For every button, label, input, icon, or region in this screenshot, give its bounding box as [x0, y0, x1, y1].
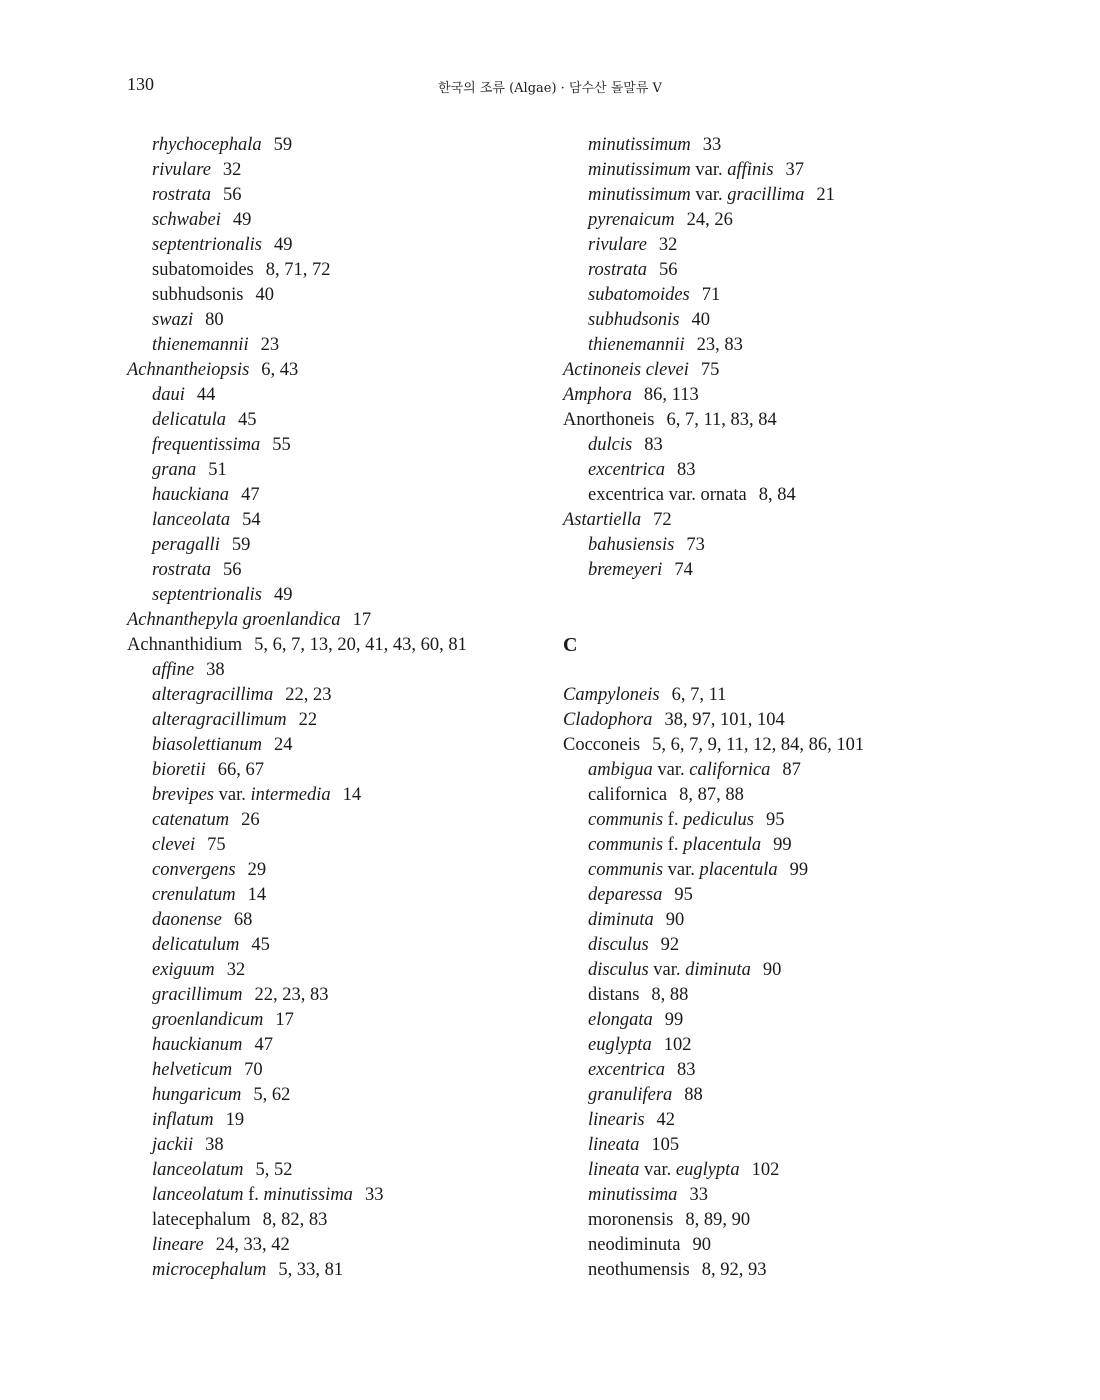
index-page-refs: 14 — [247, 885, 267, 905]
index-page-refs: 33 — [364, 1185, 384, 1205]
index-page-refs: 40 — [691, 310, 710, 330]
index-term: bahusiensis — [588, 535, 675, 555]
index-subentry — [563, 183, 983, 208]
index-term: excentrica — [588, 1060, 666, 1080]
index-page-refs: 95 — [674, 885, 693, 905]
index-term: disculus — [588, 935, 649, 955]
index-term: minutissima — [263, 1185, 353, 1205]
index-page-refs: 24, 26 — [686, 210, 733, 230]
index-page-refs: 92 — [660, 935, 680, 955]
index-subentry — [563, 883, 983, 908]
index-entry — [563, 358, 983, 383]
index-term: intermedia — [250, 785, 331, 805]
index-term: inflatum — [152, 1110, 214, 1130]
index-page-refs: 38 — [206, 660, 225, 680]
index-term: alteragracillima — [152, 685, 274, 705]
index-term: var. — [639, 1160, 676, 1180]
index-term: microcephalum — [152, 1260, 267, 1280]
index-term: f. — [663, 810, 684, 830]
index-term: euglypta — [675, 1160, 740, 1180]
index-subentry — [563, 1108, 983, 1133]
index-subentry — [563, 458, 983, 483]
index-subentry — [127, 683, 557, 708]
index-subentry — [563, 308, 983, 333]
index-term: f. — [243, 1185, 264, 1205]
index-term: rostrata — [152, 185, 211, 205]
index-subentry — [127, 833, 557, 858]
index-subentry — [127, 483, 557, 508]
index-page-refs: 83 — [677, 1060, 696, 1080]
index-term: rostrata — [152, 560, 211, 580]
index-term: alteragracillimum — [152, 710, 287, 730]
index-page-refs: 47 — [254, 1035, 273, 1055]
index-term: Cladophora — [563, 710, 653, 730]
index-term: Amphora — [563, 385, 632, 405]
index-term: excentrica var. ornata — [588, 485, 747, 505]
index-page-refs: 45 — [237, 410, 257, 430]
index-subentry — [563, 1258, 983, 1283]
index-page-refs: 17 — [352, 610, 372, 630]
index-entry — [563, 408, 983, 433]
index-subentry — [127, 658, 557, 683]
index-subentry — [127, 258, 557, 283]
index-term: septentrionalis — [152, 585, 262, 605]
index-page-refs: 5, 52 — [255, 1160, 293, 1180]
index-entry — [127, 358, 557, 383]
index-term: peragalli — [152, 535, 220, 555]
index-subentry — [563, 833, 983, 858]
index-subentry — [563, 258, 983, 283]
index-term: biasolettianum — [152, 735, 262, 755]
index-subentry — [127, 583, 557, 608]
index-subentry — [563, 983, 983, 1008]
index-entry — [563, 683, 983, 708]
index-subentry — [563, 933, 983, 958]
index-term: ambigua — [588, 760, 653, 780]
index-term: pyrenaicum — [588, 210, 675, 230]
index-page-refs: 75 — [700, 360, 720, 380]
index-page-refs: 32 — [658, 235, 678, 255]
index-subentry — [127, 1058, 557, 1083]
index-page-refs: 99 — [664, 1010, 684, 1030]
index-subentry — [563, 233, 983, 258]
index-page-refs: 6, 43 — [261, 360, 299, 380]
index-term: disculus — [588, 960, 649, 980]
index-term: affine — [152, 660, 195, 680]
index-term: clevei — [152, 835, 196, 855]
index-page-refs: 24 — [273, 735, 293, 755]
index-subentry — [563, 558, 983, 583]
index-subentry — [563, 1158, 983, 1183]
index-page-refs: 49 — [273, 585, 293, 605]
index-page-refs: 37 — [785, 160, 805, 180]
index-column-left — [127, 133, 557, 1283]
index-subentry — [563, 908, 983, 933]
index-page-refs: 22 — [298, 710, 318, 730]
index-page-refs: 49 — [273, 235, 293, 255]
index-subentry — [127, 158, 557, 183]
index-term: Achnantheiopsis — [127, 360, 250, 380]
index-page-refs: 75 — [207, 835, 226, 855]
index-term: var. — [690, 160, 728, 180]
index-page-refs: 40 — [255, 285, 274, 305]
index-subentry — [127, 883, 557, 908]
index-page-refs: 5, 6, 7, 13, 20, 41, 43, 60, 81 — [254, 635, 467, 655]
index-term: minutissimum — [588, 135, 691, 155]
index-page-refs: 17 — [275, 1010, 294, 1030]
index-term: convergens — [152, 860, 236, 880]
index-entry — [127, 633, 557, 658]
index-page-refs: 32 — [222, 160, 242, 180]
index-term: swazi — [152, 310, 194, 330]
index-entry — [563, 733, 983, 758]
index-page-refs: 8, 89, 90 — [685, 1210, 751, 1230]
index-page-refs: 8, 88 — [651, 985, 689, 1005]
index-term: delicatulum — [152, 935, 240, 955]
index-subentry — [127, 1158, 557, 1183]
index-term: deparessa — [588, 885, 663, 905]
index-subentry — [127, 858, 557, 883]
index-subentry — [127, 758, 557, 783]
index-page-refs: 29 — [247, 860, 267, 880]
index-subentry — [563, 1208, 983, 1233]
index-subentry — [563, 483, 983, 508]
index-subentry — [127, 533, 557, 558]
index-page-refs: 38 — [205, 1135, 224, 1155]
index-term: exiguum — [152, 960, 215, 980]
index-term: dulcis — [588, 435, 633, 455]
index-subentry — [127, 133, 557, 158]
index-spacer — [563, 608, 983, 633]
index-term: helveticum — [152, 1060, 233, 1080]
index-term: elongata — [588, 1010, 653, 1030]
index-subentry — [127, 1008, 557, 1033]
index-page-refs: 90 — [692, 1235, 711, 1255]
index-term: catenatum — [152, 810, 230, 830]
index-term: placentula — [699, 860, 778, 880]
index-subentry — [563, 133, 983, 158]
index-term: thienemannii — [588, 335, 685, 355]
index-term: linearis — [588, 1110, 645, 1130]
index-subentry — [127, 958, 557, 983]
index-page-refs: 22, 23, 83 — [254, 985, 329, 1005]
index-page-refs: 56 — [222, 185, 242, 205]
index-subentry — [127, 1108, 557, 1133]
index-term: gracillima — [727, 185, 805, 205]
index-page-refs: 22, 23 — [285, 685, 332, 705]
index-subentry — [563, 158, 983, 183]
index-page-refs: 55 — [272, 435, 291, 455]
index-page-refs: 87 — [782, 760, 801, 780]
index-section-letter: C — [563, 634, 578, 656]
index-page-refs: 88 — [684, 1085, 703, 1105]
index-subentry — [127, 283, 557, 308]
index-subentry — [127, 983, 557, 1008]
index-subentry — [563, 783, 983, 808]
index-page-refs: 49 — [232, 210, 252, 230]
index-term: lanceolatum — [152, 1185, 244, 1205]
index-term: bremeyeri — [588, 560, 663, 580]
index-subentry — [127, 458, 557, 483]
index-subentry — [127, 783, 557, 808]
index-term: groenlandicum — [152, 1010, 264, 1030]
index-column-right — [563, 133, 983, 1283]
index-subentry — [563, 1033, 983, 1058]
index-term: californica — [588, 785, 668, 805]
index-page-refs: 33 — [689, 1185, 708, 1205]
index-term: hungaricum — [152, 1085, 242, 1105]
index-page-refs: 21 — [816, 185, 835, 205]
index-term: frequentissima — [152, 435, 261, 455]
index-term: subatomoides — [588, 285, 690, 305]
index-term: var. — [652, 760, 690, 780]
index-subentry — [127, 558, 557, 583]
index-page-refs: 86, 113 — [643, 385, 699, 405]
index-term: thienemannii — [152, 335, 249, 355]
index-subentry — [127, 208, 557, 233]
index-subentry — [127, 383, 557, 408]
index-term: var. — [214, 785, 251, 805]
index-page-refs: 14 — [342, 785, 362, 805]
index-page-refs: 73 — [686, 535, 705, 555]
index-page-refs: 80 — [205, 310, 224, 330]
index-subentry — [127, 433, 557, 458]
index-subentry — [127, 1133, 557, 1158]
index-term: granulifera — [588, 1085, 673, 1105]
index-term: lineata — [588, 1160, 640, 1180]
index-term: Cocconeis — [563, 735, 641, 755]
index-term: communis — [588, 810, 664, 830]
index-term: Achnanthidium — [127, 635, 243, 655]
index-page-refs: 26 — [241, 810, 260, 830]
index-term: daui — [152, 385, 185, 405]
index-term: var. — [648, 960, 686, 980]
index-page-refs: 68 — [233, 910, 253, 930]
index-page-refs: 6, 7, 11 — [671, 685, 727, 705]
index-page-refs: 102 — [663, 1035, 692, 1055]
index-term: communis — [588, 860, 664, 880]
index-subentry — [563, 433, 983, 458]
index-term: neothumensis — [588, 1260, 690, 1280]
index-page-refs: 5, 33, 81 — [278, 1260, 344, 1280]
index-page-refs: 8, 87, 88 — [679, 785, 744, 805]
index-entry — [563, 708, 983, 733]
index-page-refs: 8, 84 — [758, 485, 796, 505]
index-subentry — [127, 733, 557, 758]
index-page-refs: 33 — [702, 135, 722, 155]
index-term: rhychocephala — [152, 135, 262, 155]
index-term: subatomoides — [152, 260, 254, 280]
index-page-refs: 71 — [701, 285, 721, 305]
index-term: brevipes — [152, 785, 214, 805]
index-subentry — [563, 208, 983, 233]
index-page-refs: 47 — [241, 485, 260, 505]
index-page-refs: 56 — [222, 560, 242, 580]
index-term: var. — [663, 860, 700, 880]
index-term: hauckianum — [152, 1035, 243, 1055]
index-subentry — [563, 533, 983, 558]
index-term: rivulare — [152, 160, 211, 180]
index-term: subhudsonis — [588, 310, 680, 330]
index-term: lanceolata — [152, 510, 231, 530]
index-subentry — [563, 758, 983, 783]
index-term: rostrata — [588, 260, 647, 280]
index-subentry — [563, 1183, 983, 1208]
index-term: var. — [690, 185, 728, 205]
index-term: pediculus — [683, 810, 754, 830]
index-subentry — [127, 233, 557, 258]
index-page-refs: 59 — [273, 135, 293, 155]
index-subentry — [127, 1033, 557, 1058]
index-page-refs: 90 — [665, 910, 685, 930]
index-page-refs: 5, 62 — [253, 1085, 291, 1105]
page-number: 130 — [127, 74, 154, 94]
index-term: schwabei — [152, 210, 221, 230]
index-page-refs: 24, 33, 42 — [215, 1235, 290, 1255]
index-term: diminuta — [588, 910, 654, 930]
index-page-refs: 8, 82, 83 — [262, 1210, 328, 1230]
index-page-refs: 83 — [677, 460, 696, 480]
index-entry — [127, 608, 557, 633]
index-page-refs: 19 — [225, 1110, 245, 1130]
index-spacer — [563, 658, 983, 683]
index-subentry — [127, 908, 557, 933]
index-term: moronensis — [588, 1210, 674, 1230]
index-term: septentrionalis — [152, 235, 262, 255]
index-page-refs: 95 — [765, 810, 785, 830]
index-entry — [563, 508, 983, 533]
index-page-refs: 23 — [260, 335, 280, 355]
index-term: distans — [588, 985, 640, 1005]
index-subentry — [563, 1133, 983, 1158]
index-subentry — [127, 333, 557, 358]
index-subentry — [127, 1233, 557, 1258]
index-term: grana — [152, 460, 197, 480]
index-subentry — [127, 708, 557, 733]
index-subentry — [127, 308, 557, 333]
index-subentry — [127, 1258, 557, 1283]
index-page-refs: 72 — [653, 510, 672, 530]
index-page-refs: 44 — [196, 385, 216, 405]
index-page-refs: 54 — [242, 510, 261, 530]
index-term: latecephalum — [152, 1210, 251, 1230]
index-page-refs: 74 — [674, 560, 693, 580]
index-term: rivulare — [588, 235, 647, 255]
index-term: affinis — [727, 160, 774, 180]
index-subentry — [127, 1183, 557, 1208]
index-term: Anorthoneis — [563, 410, 655, 430]
index-page-refs: 6, 7, 11, 83, 84 — [666, 410, 777, 430]
index-term: hauckiana — [152, 485, 230, 505]
index-page-refs: 8, 71, 72 — [265, 260, 331, 280]
index-term: lineata — [588, 1135, 640, 1155]
index-page-refs: 59 — [231, 535, 251, 555]
index-term: minutissimum — [588, 160, 691, 180]
index-term: jackii — [152, 1135, 194, 1155]
index-page-refs: 102 — [751, 1160, 780, 1180]
index-term: delicatula — [152, 410, 226, 430]
index-page-refs: 90 — [762, 960, 782, 980]
running-header-title: 한국의 조류 (Algae) · 담수산 돌말류 V — [438, 81, 662, 96]
index-term: californica — [689, 760, 771, 780]
index-page-refs: 42 — [656, 1110, 676, 1130]
index-term: euglypta — [588, 1035, 652, 1055]
index-page-refs: 51 — [208, 460, 227, 480]
index-spacer — [563, 583, 983, 608]
index-term: minutissimum — [588, 185, 691, 205]
index-page-refs: 70 — [244, 1060, 263, 1080]
index-page-refs: 45 — [251, 935, 270, 955]
index-subentry — [563, 333, 983, 358]
index-subentry — [127, 183, 557, 208]
index-term: Actinoneis clevei — [563, 360, 689, 380]
index-page-refs: 99 — [773, 835, 792, 855]
index-page-refs: 99 — [789, 860, 809, 880]
index-subentry — [127, 1083, 557, 1108]
index-page-refs: 83 — [644, 435, 663, 455]
index-subentry — [127, 808, 557, 833]
index-term: Campyloneis — [563, 685, 660, 705]
index-subentry — [127, 1208, 557, 1233]
index-term: placentula — [683, 835, 762, 855]
index-subentry — [563, 283, 983, 308]
index-term: gracillimum — [152, 985, 243, 1005]
index-term: lineare — [152, 1235, 204, 1255]
index-entry — [563, 383, 983, 408]
index-subentry — [563, 858, 983, 883]
index-page-refs: 56 — [658, 260, 678, 280]
index-term: subhudsonis — [152, 285, 244, 305]
index-subentry — [563, 1233, 983, 1258]
index-subentry — [563, 1058, 983, 1083]
index-subentry — [563, 1008, 983, 1033]
index-term: minutissima — [588, 1185, 678, 1205]
index-term: bioretii — [152, 760, 206, 780]
index-subentry — [127, 933, 557, 958]
index-subentry — [563, 958, 983, 983]
index-page-refs: 5, 6, 7, 9, 11, 12, 84, 86, 101 — [652, 735, 865, 755]
index-subentry — [563, 1083, 983, 1108]
index-page-refs: 8, 92, 93 — [701, 1260, 767, 1280]
index-page-refs: 66, 67 — [217, 760, 265, 780]
index-term: crenulatum — [152, 885, 236, 905]
index-term: lanceolatum — [152, 1160, 244, 1180]
index-page-refs: 23, 83 — [696, 335, 743, 355]
index-term: daonense — [152, 910, 222, 930]
index-page-refs: 105 — [651, 1135, 680, 1155]
index-term: communis — [588, 835, 664, 855]
index-subentry — [127, 508, 557, 533]
index-term: excentrica — [588, 460, 666, 480]
index-term: diminuta — [685, 960, 751, 980]
index-term: Achnanthepyla groenlandica — [127, 610, 341, 630]
index-term: neodiminuta — [588, 1235, 681, 1255]
index-subentry — [563, 808, 983, 833]
index-term: f. — [663, 835, 684, 855]
index-term: Astartiella — [563, 510, 642, 530]
index-subentry — [127, 408, 557, 433]
index-page-refs: 38, 97, 101, 104 — [664, 710, 785, 730]
index-page-refs: 32 — [226, 960, 246, 980]
